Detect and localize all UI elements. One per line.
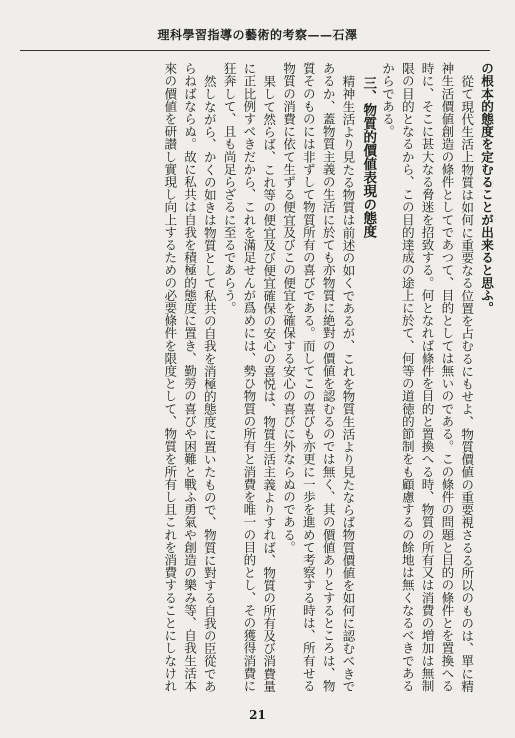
body-text: [18, 62, 496, 702]
section-heading: 三、物質的價値表現の態度: [360, 75, 377, 238]
paragraph-3: 精神生活より見たる物質は前述の如くであるが、これを物質生活より見たならば物質價値を如何に認むべきであるか、蓋物質主義の生活に於ても亦物質に絶對の價値を認むるのでは無く、其の價値ありとするところは、物質そのものには非ずして物質所有の喜びである。而してこの喜びも亦更に一歩を進めて考察する時は、所有せる物質の消費に依て生ずる便宜及びこの便宜を確保する安心の喜びに外ならぬのである。: [281, 62, 356, 692]
paragraph-4: 果して然らば、これ等の便宜及び便宜確保の安心の喜悦は、物質生活主義よりすれば、物質の所有及び消費量に正比例すべきだから、これを滿足せんが爲めには、勢ひ物質の所有と消費を唯一の目的とし、その獲得消費に狂奔して、且も尚足らざるに至るであらう。: [221, 62, 277, 692]
paragraph-5: 然しながら、かくの如きは物質として私共の自我を消極的態度に置いたもので、物質に對する自我の臣從であらねばならぬ。故に私共は自我を積極的態度に置き、勤勞の喜びや困難と戰ふ勇氣や創造の樂み等、自我生活本來の價値を研讃し實現し向上するための必要條件を限度として、物質を所有し且これを消費することにしなけれ: [162, 62, 217, 692]
paragraph-1: の根本的態度を定むることが出来ると思ふ。: [479, 62, 494, 314]
running-title: 理科學習指導の藝術的考察——石澤: [157, 28, 358, 42]
header-rule: [20, 50, 490, 51]
paragraph-2: 從て現代生活上物質は如何に重要なる位置を占むるにもせよ、物質價値の重要視さるる所以のものは、單に精神生活價値創造の條件としてであつて、目的としては無いのである。この條件の問題と目的の條件とを置換へる時に、そこに甚大なる脅迷を招致する。何となれば條件を目的と置換へる時、物質の所有又は消費の増加は無制限の目的となるから、この目的達成の途上に於て、何等の道徳的節制をも顧慮するの餘地は無くなるべきであるからである。: [380, 62, 475, 692]
page-number: 21: [249, 708, 266, 722]
